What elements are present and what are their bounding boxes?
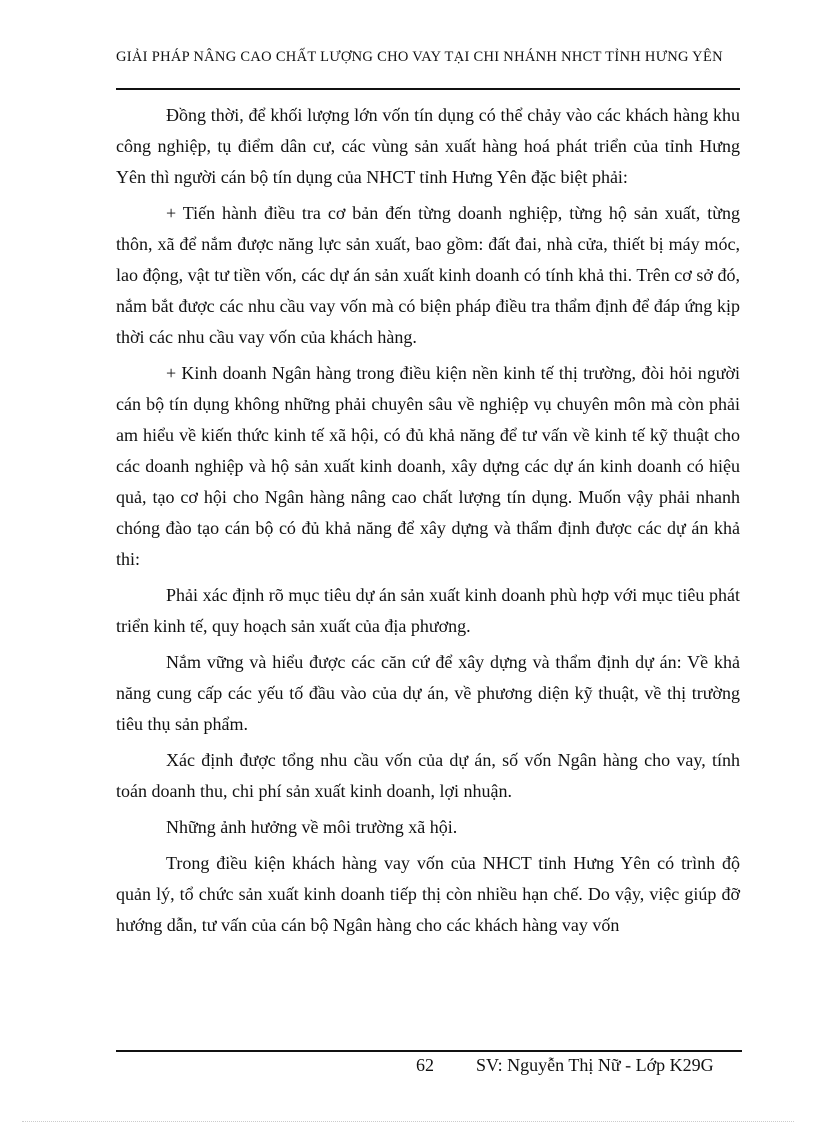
document-body xyxy=(116,100,740,946)
footer-divider xyxy=(116,1050,742,1052)
paragraph: Những ảnh hưởng về môi trường xã hội. xyxy=(166,817,458,837)
student-info: SV: Nguyễn Thị Nữ - Lớp K29G xyxy=(476,1055,714,1075)
paragraph: + Kinh doanh Ngân hàng trong điều kiện nền kinh tế thị trường, đòi hỏi người cán bộ tín dụng không những phải chuyên sâu về nghiệp vụ chuyên môn mà còn phải am hiểu về kiến thức kinh tế xã hội, có đủ khả năng để tư vấn về kinh tế kỹ thuật cho các doanh nghiệp và hộ sản xuất kinh doanh, xây dựng các dự án kinh doanh có hiệu quả, tạo cơ hội cho Ngân hàng nâng cao chất lượng tín dụng. Muốn vậy phải nhanh chóng đào tạo cán bộ có đủ khả năng để xây dựng và thẩm định được các dự án khả thi: xyxy=(116,363,740,569)
page-edge-divider xyxy=(22,1121,794,1122)
paragraph: Phải xác định rõ mục tiêu dự án sản xuất kinh doanh phù hợp với mục tiêu phát triển kinh tế, quy hoạch sản xuất của địa phương. xyxy=(116,585,740,636)
page-footer xyxy=(116,1054,742,1078)
paragraph: Trong điều kiện khách hàng vay vốn của NHCT tỉnh Hưng Yên có trình độ quản lý, tổ chức sản xuất kinh doanh tiếp thị còn nhiều hạn chế. Do vậy, việc giúp đỡ hướng dẫn, tư vấn của cán bộ Ngân hàng cho các khách hàng vay vốn xyxy=(116,853,740,935)
running-header: GIẢI PHÁP NÂNG CAO CHẤT LƯỢNG CHO VAY TẠI CHI NHÁNH NHCT TỈNH HƯNG YÊN xyxy=(116,49,723,65)
paragraph: + Tiến hành điều tra cơ bản đến từng doanh nghiệp, từng hộ sản xuất, từng thôn, xã để nắm được năng lực sản xuất, bao gồm: đất đai, nhà cửa, thiết bị máy móc, lao động, vật tư tiền vốn, các dự án sản xuất kinh doanh có tính khả thi. Trên cơ sở đó, nắm bắt được các nhu cầu vay vốn mà có biện pháp điều tra thẩm định để đáp ứng kịp thời các nhu cầu vay vốn của khách hàng. xyxy=(116,203,740,347)
page-number: 62 xyxy=(416,1055,434,1075)
paragraph: Đồng thời, để khối lượng lớn vốn tín dụng có thể chảy vào các khách hàng khu công nghiệp, tụ điểm dân cư, các vùng sản xuất hàng hoá phát triển của tỉnh Hưng Yên thì người cán bộ tín dụng của NHCT tỉnh Hưng Yên đặc biệt phải: xyxy=(116,105,740,187)
paragraph: Xác định được tổng nhu cầu vốn của dự án, số vốn Ngân hàng cho vay, tính toán doanh thu, chi phí sản xuất kinh doanh, lợi nhuận. xyxy=(116,750,740,801)
header-divider xyxy=(116,88,740,90)
paragraph: Nắm vững và hiểu được các căn cứ để xây dựng và thẩm định dự án: Về khả năng cung cấp các yếu tố đầu vào của dự án, về phương diện kỹ thuật, về thị trường tiêu thụ sản phẩm. xyxy=(116,652,740,734)
